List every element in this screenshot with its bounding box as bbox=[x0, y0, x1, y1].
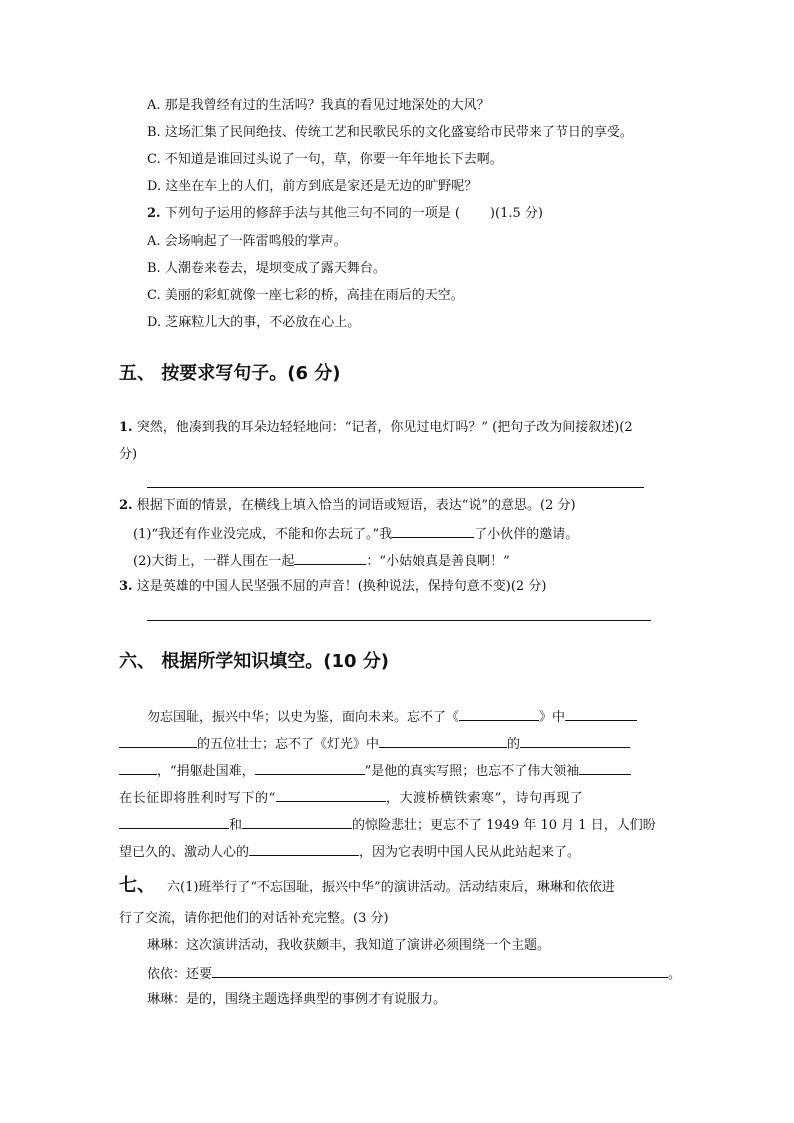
s5-q2-2-blank[interactable] bbox=[294, 552, 366, 565]
q2-option-c: C. 美丽的彩虹就像一座七彩的桥，高挂在雨后的天空。 bbox=[147, 288, 464, 303]
s6-blank-10[interactable] bbox=[249, 843, 359, 856]
s5-q2-2: (2)大街上，一群人围在一起 ：“小姑娘真是善良啊！” bbox=[133, 554, 510, 569]
s6-blank-2-cont[interactable] bbox=[119, 735, 197, 748]
s6-blank-7[interactable] bbox=[276, 789, 386, 802]
section-5-title: 五、 按要求写句子。(6 分) bbox=[119, 363, 341, 384]
s5-q1-stem-cont: 分) bbox=[119, 447, 138, 462]
s5-q2-1-blank[interactable] bbox=[392, 525, 474, 538]
s7-stem-cont: 行了交流，请你把他们的对话补充完整。(3 分) bbox=[119, 911, 389, 926]
s6-line-2: 的五位壮士；忘不了《灯光》中 的 bbox=[119, 735, 630, 753]
q2-option-a: A. 会场响起了一阵雷鸣般的掌声。 bbox=[147, 234, 347, 249]
s6-line-1: 勿忘国耻，振兴中华；以史为鉴，面向未来。忘不了《 》中 bbox=[147, 708, 637, 726]
q2-option-b: B. 人潮卷来卷去，堤坝变成了露天舞台。 bbox=[147, 261, 386, 276]
s5-q2-1: (1)“我还有作业没完成，不能和你去玩了。”我 了小伙伴的邀请。 bbox=[133, 527, 579, 542]
s6-blank-3[interactable] bbox=[379, 735, 507, 748]
s7-dialog-3: 琳琳：是的，围绕主题选择典型的事例才有说服力。 bbox=[147, 992, 447, 1007]
s6-line-5: 和 的惊险悲壮；更忘不了 1949 年 10 月 1 日，人们盼 bbox=[119, 816, 656, 834]
s6-line-6: 望已久的、激动人心的 ，因为它表明中国人民从此站起来了。 bbox=[119, 845, 581, 860]
s6-blank-6[interactable] bbox=[579, 762, 631, 775]
q2-option-d: D. 芝麻粒儿大的事，不必放在心上。 bbox=[147, 315, 361, 330]
s6-blank-5[interactable] bbox=[255, 762, 365, 775]
q1-option-c: C. 不知道是谁回过头说了一句，草，你要一年年地长下去啊。 bbox=[147, 152, 503, 167]
s6-blank-2[interactable] bbox=[565, 708, 637, 721]
s5-q3-answer-line[interactable] bbox=[147, 620, 651, 621]
s7-dialog-1: 琳琳：这次演讲活动，我收获颇丰，我知道了演讲必须围绕一个主题。 bbox=[147, 938, 551, 953]
s6-line-3: ，“捐躯赴国难， ”是他的真实写照；也忘不了伟大领袖 bbox=[119, 762, 631, 780]
q2-stem: 2. 下列句子运用的修辞手法与其他三句不同的一项是 ( )(1.5 分) bbox=[147, 206, 543, 221]
s6-blank-9[interactable] bbox=[242, 816, 352, 829]
section-7-number: 七、 bbox=[119, 875, 155, 896]
q1-option-a: A. 那是我曾经有过的生活吗？我真的看见过地深处的大风？ bbox=[147, 98, 490, 113]
s6-blank-4[interactable] bbox=[520, 735, 630, 748]
s7-answer-blank[interactable] bbox=[212, 965, 668, 978]
section-6-title: 六、 根据所学知识填空。(10 分) bbox=[119, 651, 390, 672]
q1-option-b: B. 这场汇集了民间绝技、传统工艺和民歌民乐的文化盛宴给市民带来了节日的享受。 bbox=[147, 125, 633, 140]
s5-q3-stem: 3. 这是英雄的中国人民坚强不屈的声音！(换种说法，保持句意不变)(2 分) bbox=[119, 579, 547, 594]
s6-blank-4-cont[interactable] bbox=[119, 762, 157, 775]
s6-line-4: 在长征即将胜利时写下的“ ，大渡桥横铁索寒”，诗句再现了 bbox=[119, 791, 584, 806]
s6-blank-1[interactable] bbox=[459, 708, 539, 721]
q2-number: 2. bbox=[147, 206, 161, 221]
s5-q2-stem: 2. 根据下面的情景，在横线上填入恰当的词语或短语，表达“说”的意思。(2 分) bbox=[119, 498, 576, 513]
s7-dialog-2: 依依：还要 。 bbox=[147, 967, 682, 982]
s6-blank-8[interactable] bbox=[119, 816, 229, 829]
s5-q1-answer-line[interactable] bbox=[147, 487, 644, 488]
s7-stem: 七、 六(1)班举行了“不忘国耻，振兴中华”的演讲活动。活动结束后，琳琳和依依进 bbox=[119, 875, 615, 896]
s5-q1-stem: 1. 突然，他凑到我的耳朵边轻轻地问：“记者，你见过电灯吗？” (把句子改为间接叙述)(2 bbox=[119, 420, 633, 435]
q1-option-d: D. 这坐在车上的人们，前方到底是家还是无边的旷野呢？ bbox=[147, 179, 478, 194]
